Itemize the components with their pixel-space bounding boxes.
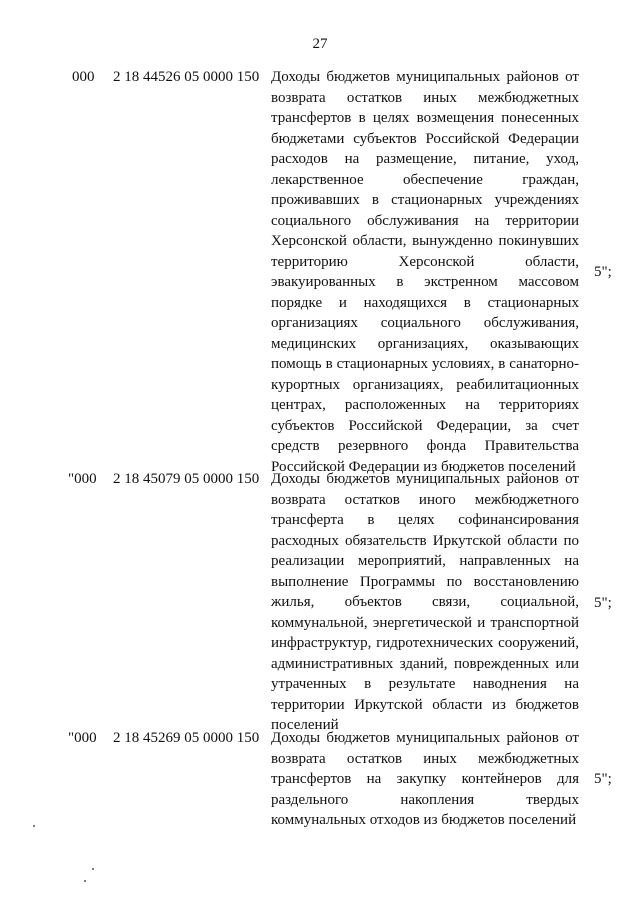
kbk-code: 2 18 44526 05 0000 150 <box>113 69 260 85</box>
row-description: Доходы бюджетов муниципальных районов от возврата остатков иного межбюджетного трансферта в целях софинансирования расходных обязательств Иркутской области по реализации мероприятий, направленных на выполнение Программы по восстановлению жилья, объектов связи, социальной, коммунальной, энергетической и транспортной инфраструктур, гидротехнических сооружений, административных зданий, поврежденных или утраченных в результате наводнения на территории Иркутской области из бюджетов поселений <box>271 471 579 733</box>
row-description: Доходы бюджетов муниципальных районов от возврата остатков иных межбюджетных трансфертов в целях возмещения понесенных бюджетами субъектов Российской Федерации расходов на размещение, питание, уход, лекарственное обеспечение граждан, проживавших в стационарных учреждениях социального обслуживания на территории Херсонской области, вынужденно покинувших территорию Херсонской области, эвакуированных в экстренном массовом порядке и находящихся в стационарных организациях социального обслуживания, медицинских организациях, оказывающих помощь в стационарных условиях, в санаторно-курортных организациях, реабилитационных центрах, расположенных на территориях субъектов Российской Федерации, за счет средств резервного фонда Правительства Российской Федерации из бюджетов поселений <box>271 69 579 475</box>
page-number: 27 <box>312 36 328 52</box>
row-description: Доходы бюджетов муниципальных районов от возврата остатков иных межбюджетных трансфертов на закупку контейнеров для раздельного накопления твердых коммунальных отходов из бюджетов поселений <box>271 730 579 828</box>
row-rate: 5"; <box>594 264 612 280</box>
row-rate: 5"; <box>594 771 612 787</box>
scan-speck <box>84 880 86 882</box>
admin-code: 000 <box>72 69 95 85</box>
admin-code: "000 <box>68 730 97 746</box>
kbk-code: 2 18 45079 05 0000 150 <box>113 471 260 487</box>
row-rate: 5"; <box>594 595 612 611</box>
admin-code: "000 <box>68 471 97 487</box>
scan-speck <box>33 825 35 827</box>
scan-speck <box>92 868 94 870</box>
kbk-code: 2 18 45269 05 0000 150 <box>113 730 260 746</box>
